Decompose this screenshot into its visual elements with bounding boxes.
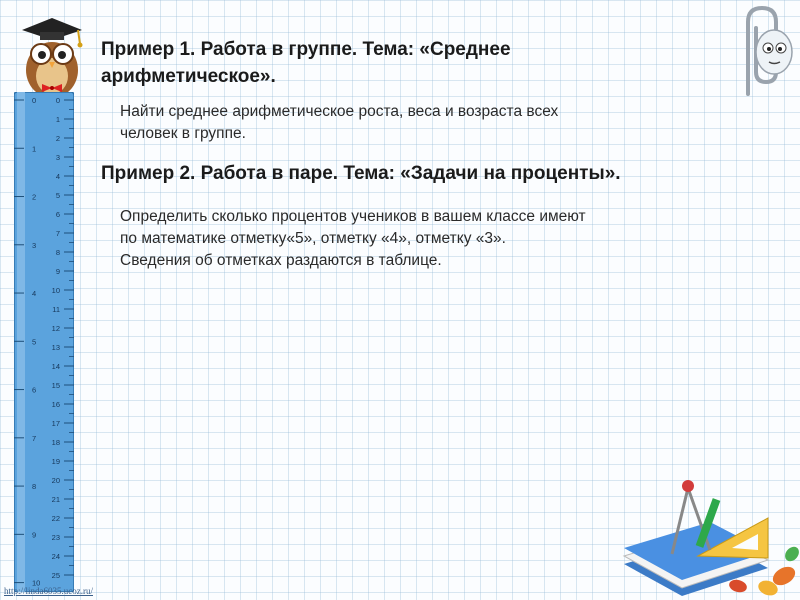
ruler-cm-label: 1 [55, 115, 60, 124]
ruler-cm-label: 19 [51, 457, 60, 466]
ruler-cm-label: 16 [51, 400, 60, 409]
ruler-inch-label: 7 [32, 433, 37, 443]
ruler-cm-label: 12 [51, 324, 60, 333]
ruler-inch-label: 9 [32, 530, 37, 540]
ruler-cm-label: 0 [55, 96, 60, 105]
example1-text-line: Найти среднее арифметическое роста, веса и возраста всех [120, 103, 559, 120]
example2-text-line: по математике отметку«5», отметку «4», отметку «3». [120, 230, 506, 247]
ruler-cm-label: 4 [55, 172, 60, 181]
owl-teacher-icon [8, 10, 90, 102]
ruler-cm-label: 9 [55, 267, 60, 276]
example2-heading [101, 160, 741, 187]
ruler-inch-label: 2 [32, 192, 37, 202]
ruler-cm-label: 13 [51, 343, 60, 352]
ruler-cm-label: 6 [55, 210, 60, 219]
ruler-cm-label: 18 [51, 438, 60, 447]
ruler-inch-label: 8 [32, 482, 37, 492]
ruler-inch-label: 10 [32, 578, 41, 588]
ruler-graphic [14, 92, 74, 592]
ruler-cm-label: 20 [51, 476, 60, 485]
ruler-inch-label: 6 [32, 385, 37, 395]
ruler-cm-label: 17 [51, 419, 60, 428]
ruler-inch-label: 4 [32, 289, 37, 299]
example2-text-line: Сведения об отметках раздаются в таблице. [120, 252, 442, 269]
ruler-inch-label: 0 [32, 96, 37, 105]
ruler-cm-label: 7 [55, 229, 60, 238]
ruler-cm-label: 14 [51, 362, 60, 371]
example2-text [120, 206, 720, 272]
example2-text-line: Определить сколько процентов учеников в вашем классе имеют [120, 208, 586, 225]
example1-text-line: человек в группе. [120, 125, 246, 142]
ruler-cm-label: 3 [55, 153, 60, 162]
ruler-cm-label: 5 [55, 191, 60, 200]
ruler-cm-label: 22 [51, 514, 60, 523]
ruler-inch-label: 5 [32, 337, 37, 347]
example1-heading [101, 36, 601, 90]
ruler-cm-label: 25 [51, 571, 60, 580]
ruler-cm-label: 24 [51, 552, 60, 561]
ruler-cm-label: 23 [51, 533, 60, 542]
ruler-cm-label: 2 [55, 134, 60, 143]
ruler-cm-label: 15 [51, 381, 60, 390]
ruler-cm-label: 8 [55, 248, 60, 257]
example1-heading-line: арифметическое». [101, 66, 276, 87]
school-supplies-icon [618, 468, 800, 598]
ruler-inch-label: 3 [32, 240, 37, 250]
example1-text [120, 101, 720, 145]
ruler-cm-label: 10 [51, 286, 60, 295]
paperclip-character-icon [728, 2, 800, 98]
ruler-cm-label: 21 [51, 495, 60, 504]
ruler-cm-label: 11 [52, 305, 60, 314]
example2-heading-line: Пример 2. Работа в паре. Тема: «Задачи на проценты». [101, 163, 621, 184]
source-link[interactable]: http://linda6035.ucoz.ru/ [4, 586, 93, 596]
ruler-inch-label: 1 [32, 144, 37, 154]
example1-heading-line: Пример 1. Работа в группе. Тема: «Среднее [101, 39, 511, 60]
